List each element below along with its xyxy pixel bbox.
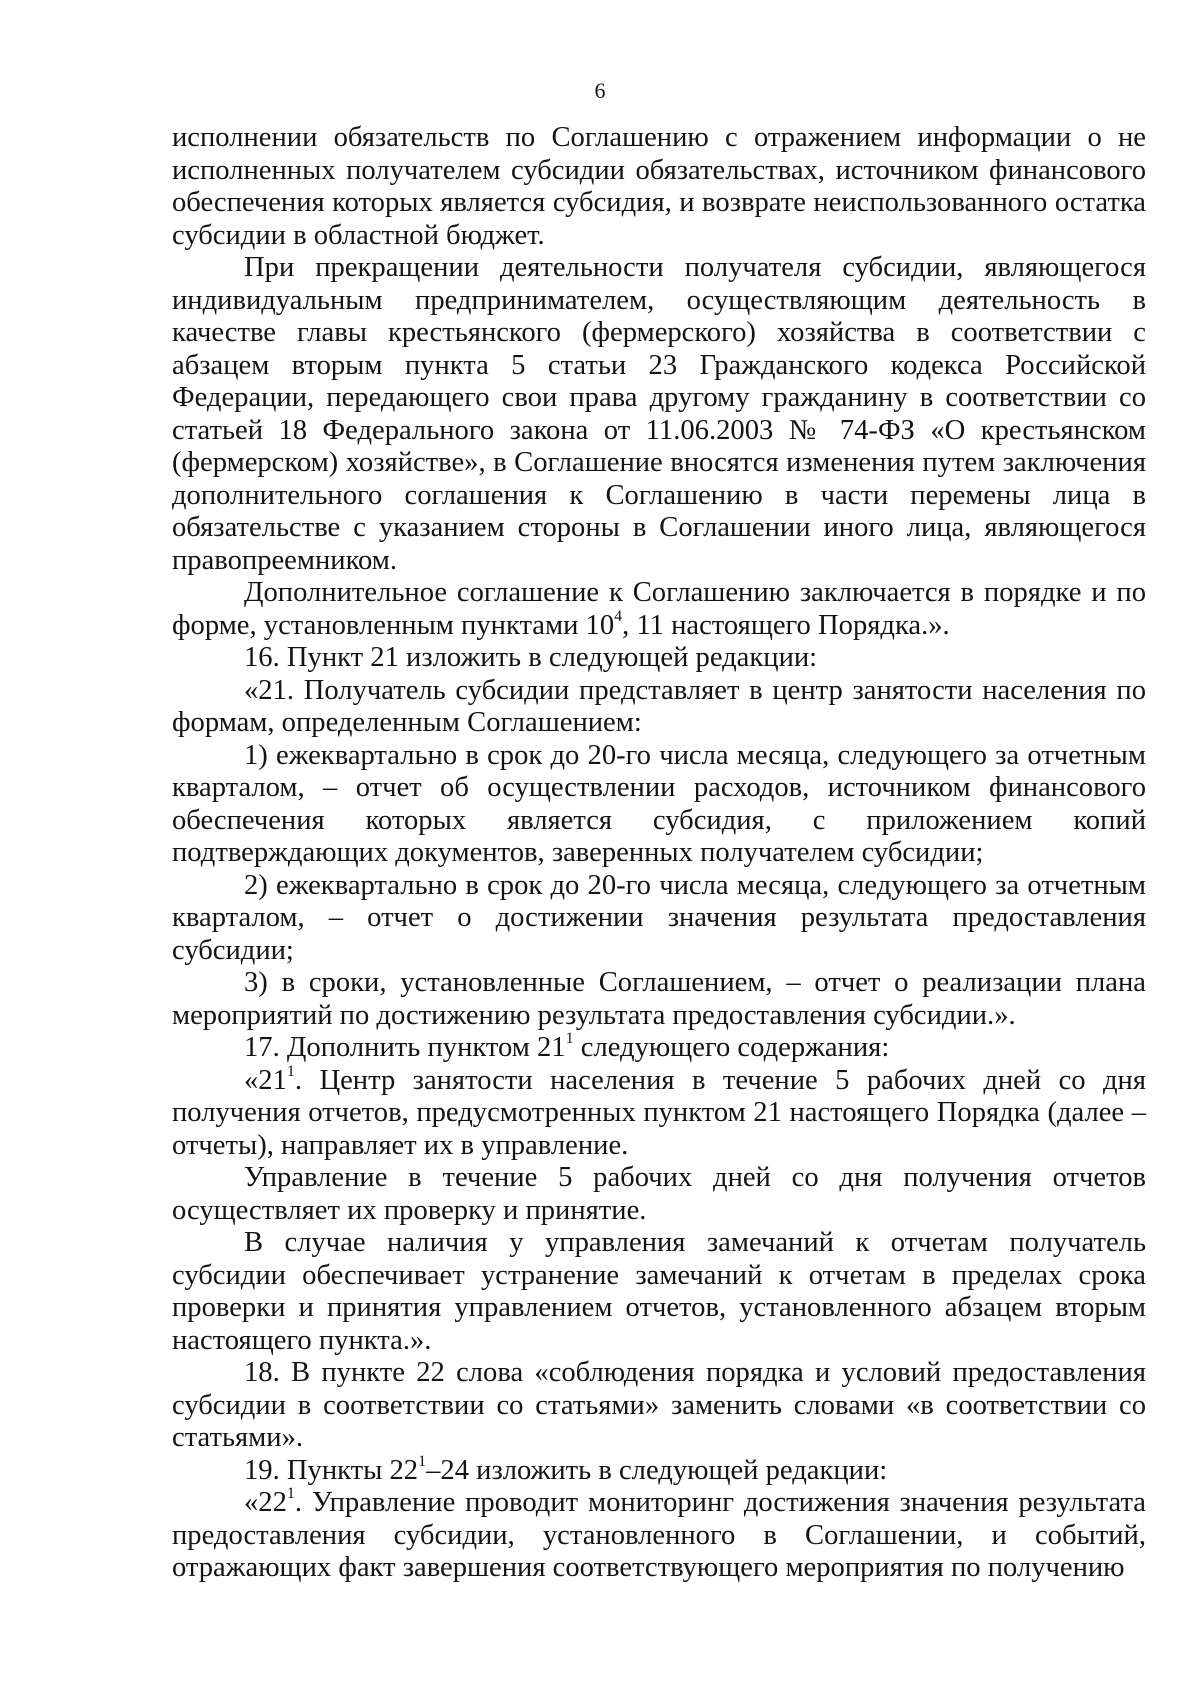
- paragraph-text: При прекращении деятельности получателя субсидии, являющегося индивидуальным предпринимателем, осуществляющим деятельность в качестве главы крестьянского (фермерского) хозяйства в соответствии с абзацем вторым пункта 5 статьи 23 Гражданского кодекса Российской Федерации, передающего свои права другому гражданину в соответствии со статьей 18 Федерального закона от 11.06.2003 № 74-ФЗ «О крестьянском (фермерском) хозяйстве», в Соглашение вносятся изменения путем заключения дополнительного соглашения к Соглашению в части перемены лица в обязательстве с указанием стороны в Соглашении иного лица, являющегося правопреемником.: [172, 252, 1146, 576]
- paragraph: [172, 1227, 1146, 1357]
- paragraph: [172, 1032, 1146, 1065]
- paragraph: [172, 1357, 1146, 1455]
- paragraph-text: 1) ежеквартально в срок до 20-го числа месяца, следующего за отчетным кварталом, – отчет об осуществлении расходов, источником финансового обеспечения которых является субсидия, с приложением копий подтверждающих документов, заверенных получателем субсидии;: [172, 739, 1146, 868]
- paragraph-text: –24 изложить в следующей редакции:: [426, 1454, 888, 1486]
- paragraph-text: Дополнительное соглашение к Соглашению заключается в порядке и по форме, установленным пунктами 10: [172, 577, 1146, 641]
- page-number: 6: [594, 78, 606, 103]
- paragraph: [172, 1162, 1146, 1227]
- superscript: 1: [286, 1062, 295, 1080]
- paragraph-text: Управление в течение 5 рабочих дней со дня получения отчетов осуществляет их проверку и принятие.: [172, 1162, 1146, 1226]
- superscript: 4: [614, 607, 623, 625]
- superscript: 1: [286, 1485, 295, 1503]
- paragraph-text: «21. Получатель субсидии представляет в центр занятости населения по формам, определенным Соглашением:: [172, 674, 1146, 738]
- paragraph: [172, 577, 1146, 642]
- paragraph: [172, 1487, 1146, 1585]
- paragraph-text: 19. Пункты 22: [244, 1454, 419, 1486]
- paragraph-text: 2) ежеквартально в срок до 20-го числа месяца, следующего за отчетным кварталом, – отчет о достижении значения результата предоставления субсидии;: [172, 869, 1146, 966]
- superscript: 1: [565, 1030, 574, 1048]
- paragraph: [172, 252, 1146, 577]
- paragraph-text: В случае наличия у управления замечаний к отчетам получатель субсидии обеспечивает устранение замечаний к отчетам в пределах срока проверки и принятия управлением отчетов, установленного абзацем вторым настоящего пункта.».: [172, 1227, 1146, 1356]
- paragraph-text: . Центр занятости населения в течение 5 рабочих дней со дня получения отчетов, предусмотренных пунктом 21 настоящего Порядка (далее – отчеты), направляет их в управление.: [172, 1064, 1146, 1161]
- document-body: [172, 122, 1146, 1585]
- paragraph: [172, 642, 1146, 675]
- paragraph-text: 17. Дополнить пунктом 21: [244, 1032, 566, 1063]
- paragraph: [172, 870, 1146, 968]
- paragraph: [172, 967, 1146, 1032]
- paragraph-text: . Управление проводит мониторинг достижения значения результата предоставления субсидии, установленного в Соглашении, и событий, отражающих факт завершения соответствующего мероприятия по получению: [172, 1487, 1146, 1583]
- paragraph: [172, 1452, 1146, 1488]
- paragraph-text: следующего содержания:: [573, 1032, 890, 1063]
- paragraph-text: 3) в сроки, установленные Соглашением, – отчет о реализации плана мероприятий по достижению результата предоставления субсидии.».: [172, 967, 1146, 1031]
- paragraph: [172, 1062, 1146, 1163]
- paragraph: [172, 740, 1146, 870]
- paragraph: [172, 675, 1146, 740]
- paragraph-text: «22: [244, 1487, 287, 1518]
- paragraph-text: исполнении обязательств по Соглашению с отражением информации о не исполненных получателем субсидии обязательствах, источником финансового обеспечения которых является субсидия, и возврате неиспользованного остатка субсидии в областной бюджет.: [172, 122, 1146, 251]
- paragraph-text: «21: [244, 1064, 287, 1096]
- paragraph-text: 16. Пункт 21 изложить в следующей редакции:: [244, 642, 818, 673]
- paragraph-text: , 11 настоящего Порядка.».: [622, 609, 950, 641]
- paragraph: [172, 122, 1146, 252]
- paragraph-text: 18. В пункте 22 слова «соблюдения порядка и условий предоставления субсидии в соответствии со статьями» заменить словами «в соответствии со статьями».: [172, 1357, 1146, 1453]
- superscript: 1: [418, 1452, 427, 1470]
